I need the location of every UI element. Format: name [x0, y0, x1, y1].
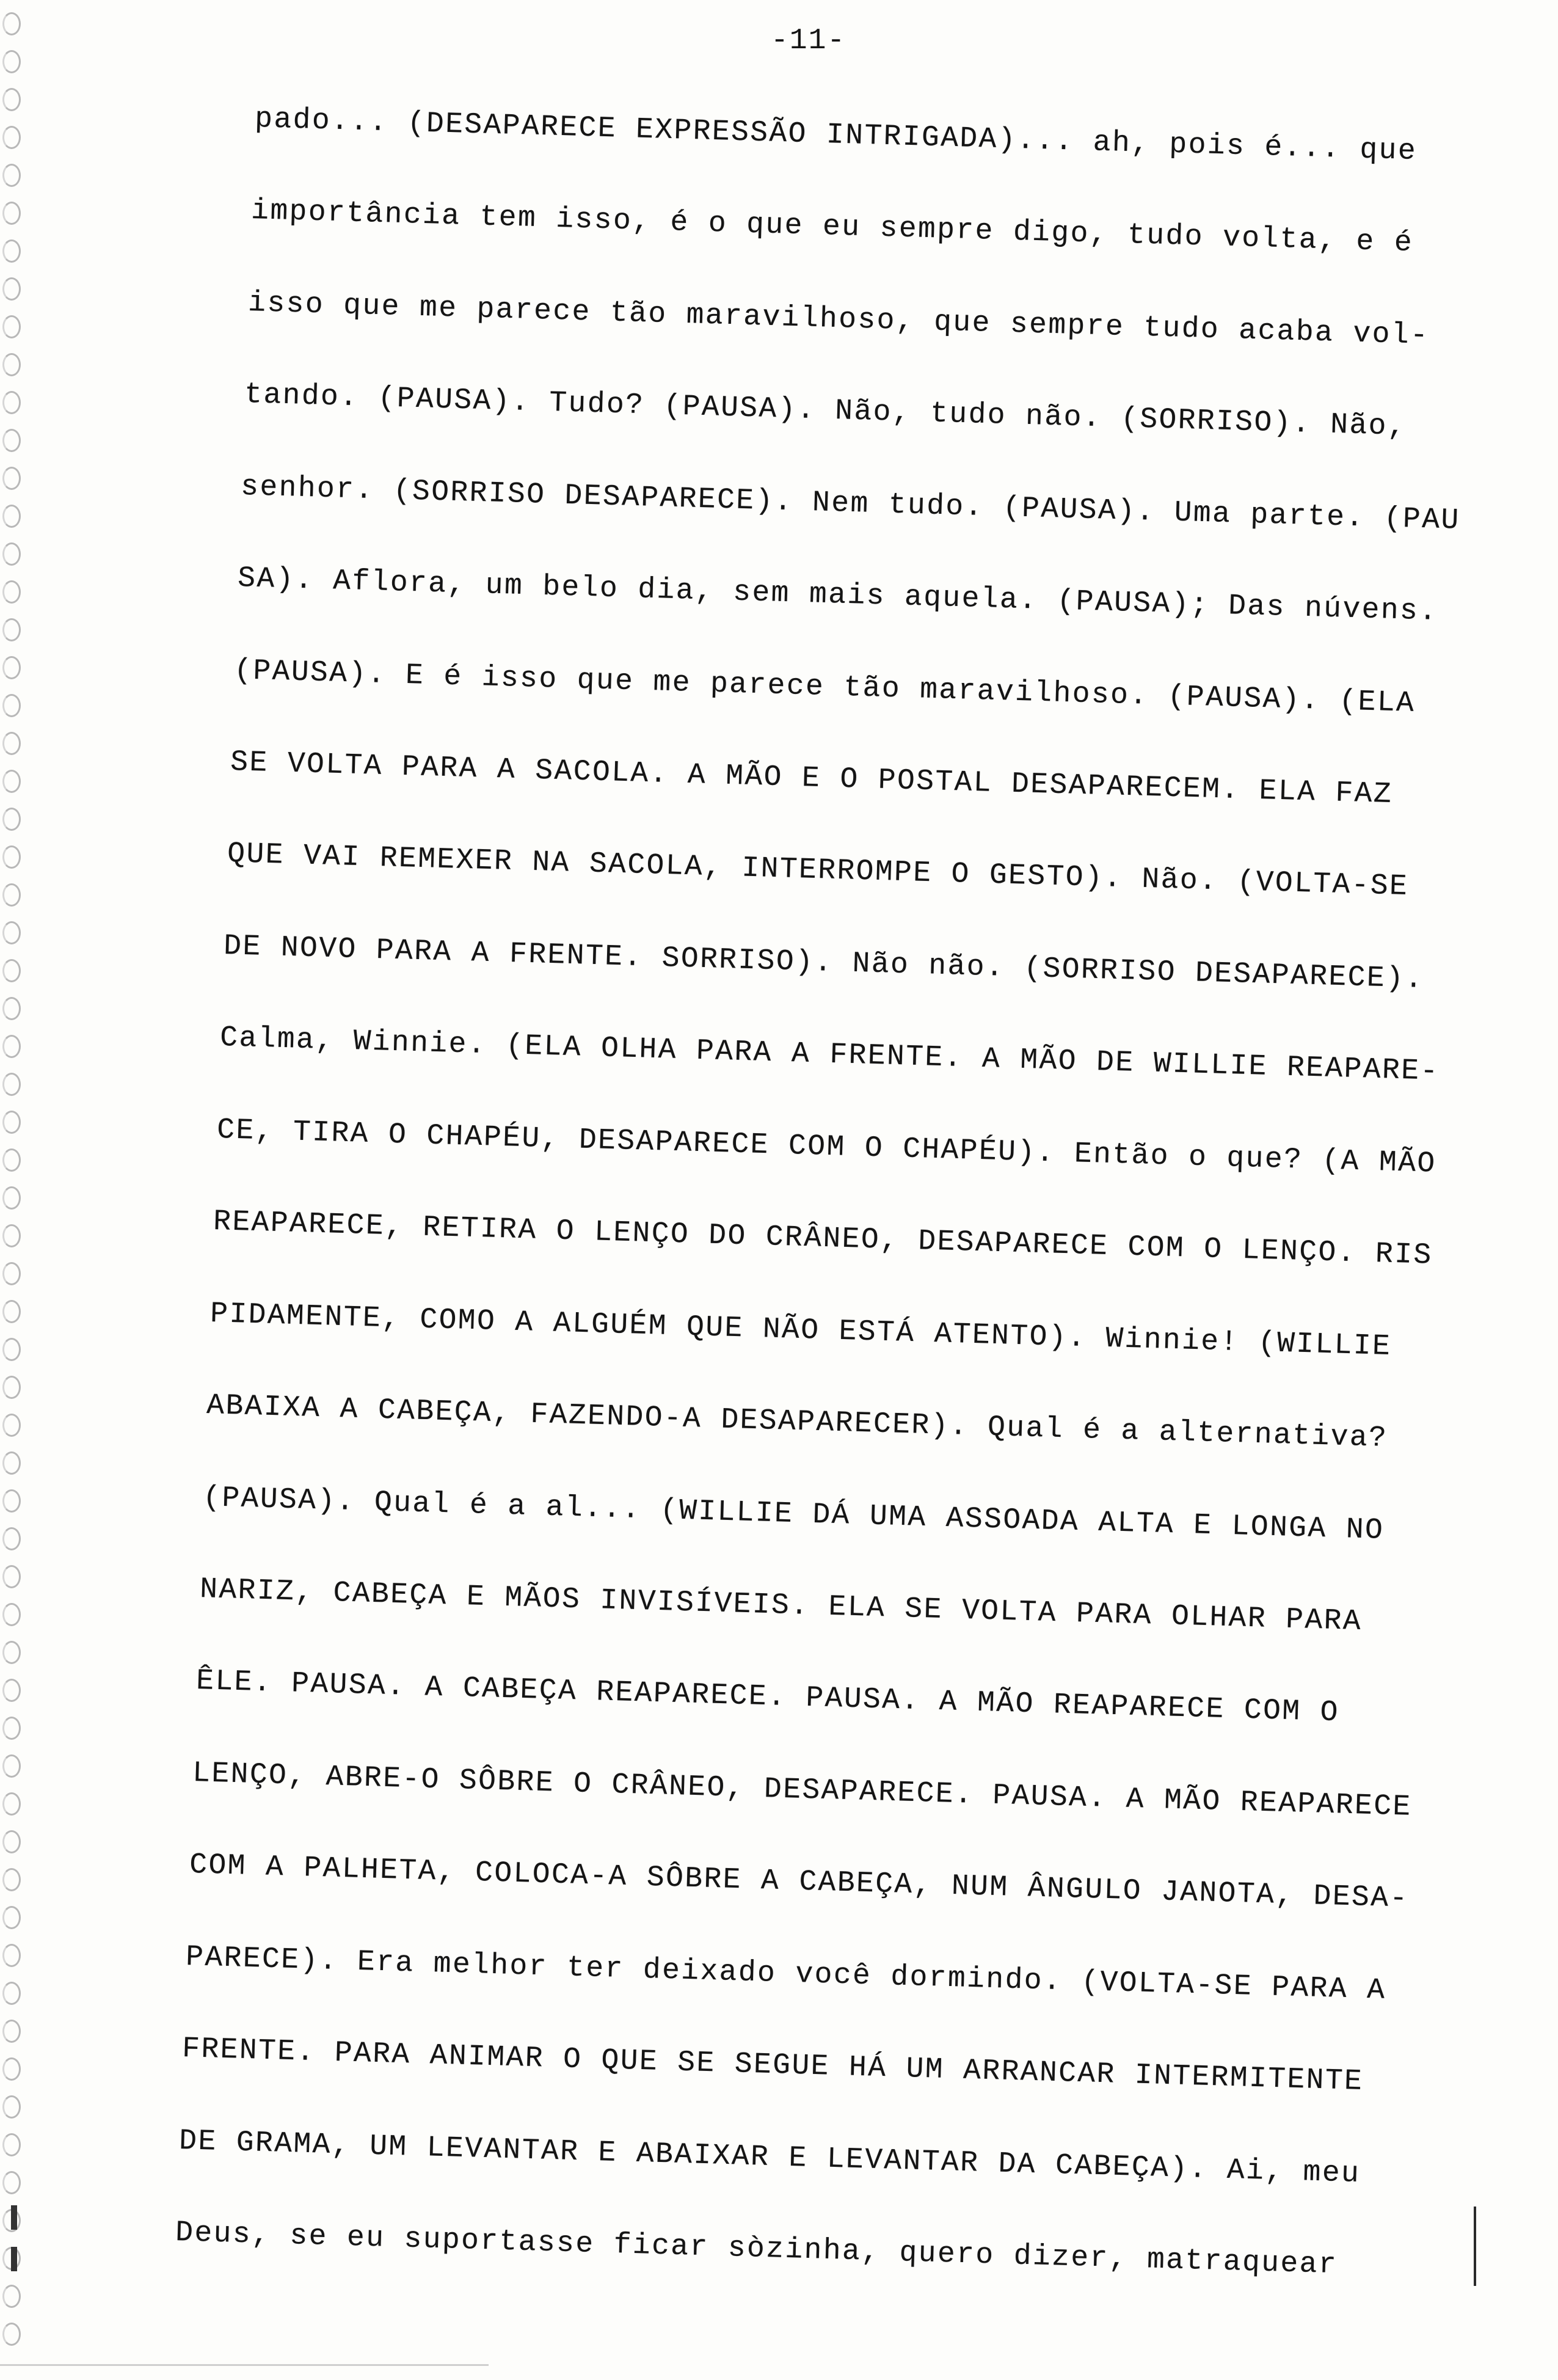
- binding-hole: [2, 1111, 21, 1134]
- binding-hole: [2, 467, 21, 490]
- margin-mark: [1474, 2207, 1476, 2286]
- text-line: (PAUSA). Qual é a al... (WILLIE DÁ UMA ASSOADA ALTA E LONGA NO: [202, 1481, 1385, 1547]
- binding-hole: [2, 618, 21, 641]
- binding-hole: [2, 50, 21, 73]
- binding-hole: [2, 1565, 21, 1588]
- binding-hole: [2, 239, 21, 263]
- binding-hole: [2, 694, 21, 717]
- binding-hole: [2, 542, 21, 566]
- text-line: ÊLE. PAUSA. A CABEÇA REAPARECE. PAUSA. A MÃO REAPARECE COM O: [195, 1665, 1340, 1730]
- binding-holes: [0, 0, 37, 2380]
- binding-hole: [2, 1224, 21, 1247]
- binding-hole: [2, 429, 21, 452]
- text-line: (PAUSA). E é isso que me parece tão maravilhoso. (PAUSA). (ELA: [233, 654, 1416, 720]
- binding-hole: [2, 12, 21, 35]
- binding-hole: [2, 2057, 21, 2081]
- scan-edge: [0, 2364, 489, 2366]
- binding-hole: [2, 1414, 21, 1437]
- binding-hole: [2, 1982, 21, 2005]
- binding-hole: [2, 277, 21, 301]
- text-line: NARIZ, CABEÇA E MÃOS INVISÍVEIS. ELA SE VOLTA PARA OLHAR PARA: [199, 1572, 1363, 1639]
- text-line: PARECE). Era melhor ter deixado você dormindo. (VOLTA-SE PARA A: [185, 1940, 1387, 2007]
- binding-hole: [2, 1148, 21, 1172]
- binding-hole: [2, 580, 21, 604]
- binding-hole: [2, 1679, 21, 1702]
- binding-hole: [2, 1603, 21, 1626]
- text-line: SA). Aflora, um belo dia, sem mais aquela. (PAUSA); Das núvens.: [237, 562, 1438, 629]
- binding-hole: [2, 126, 21, 149]
- binding-hole: [2, 1489, 21, 1513]
- binding-hole: [2, 202, 21, 225]
- text-line: DE NOVO PARA A FRENTE. SORRISO). Não não. (SORRISO DESAPARECE).: [223, 929, 1425, 996]
- binding-hole: [2, 656, 21, 679]
- binding-hole: [2, 1376, 21, 1399]
- binding-hole: [2, 845, 21, 869]
- binding-hole: [2, 353, 21, 376]
- binding-hole: [2, 1527, 21, 1550]
- binding-hole: [2, 2095, 21, 2119]
- binding-hole: [2, 1792, 21, 1816]
- text-line: importância tem isso, é o que eu sempre digo, tudo volta, e é: [250, 194, 1414, 260]
- binding-hole: [2, 1262, 21, 1285]
- binding-hole: [2, 164, 21, 187]
- text-line: Calma, Winnie. (ELA OLHA PARA A FRENTE. A MÃO DE WILLIE REAPARE-: [219, 1021, 1440, 1089]
- binding-hole: [2, 1035, 21, 1058]
- text-line: ABAIXA A CABEÇA, FAZENDO-A DESAPARECER). Qual é a alternativa?: [206, 1389, 1388, 1456]
- binding-hole: [2, 921, 21, 944]
- binding-hole: [2, 1868, 21, 1891]
- text-line: Deus, se eu suportasse ficar sòzinha, quero dizer, matraquear: [175, 2216, 1338, 2282]
- margin-tick: [11, 2247, 17, 2271]
- binding-hole: [2, 2020, 21, 2043]
- text-line: REAPARECE, RETIRA O LENÇO DO CRÂNEO, DESAPARECE COM O LENÇO. RIS: [213, 1205, 1433, 1272]
- binding-hole: [2, 2323, 21, 2346]
- binding-hole: [2, 770, 21, 793]
- binding-hole: [2, 1944, 21, 1967]
- text-line: isso que me parece tão maravilhoso, que sempre tudo acaba vol-: [247, 286, 1430, 352]
- page-number: -11-: [771, 24, 846, 57]
- text-line: tando. (PAUSA). Tudo? (PAUSA). Não, tudo não. (SORRISO). Não,: [244, 378, 1407, 444]
- binding-hole: [2, 1641, 21, 1664]
- binding-hole: [2, 959, 21, 982]
- binding-hole: [2, 1754, 21, 1778]
- binding-hole: [2, 1451, 21, 1475]
- text-line: LENÇO, ABRE-O SÔBRE O CRÂNEO, DESAPARECE. PAUSA. A MÃO REAPARECE: [192, 1756, 1413, 1824]
- binding-hole: [2, 505, 21, 528]
- binding-hole: [2, 1906, 21, 1929]
- binding-hole: [2, 1717, 21, 1740]
- text-line: FRENTE. PARA ANIMAR O QUE SE SEGUE HÁ UM ARRANCAR INTERMITENTE: [181, 2032, 1364, 2099]
- binding-hole: [2, 1830, 21, 1853]
- binding-hole: [2, 1338, 21, 1361]
- text-line: pado... (DESAPARECE EXPRESSÃO INTRIGADA)... ah, pois é... que: [254, 103, 1418, 169]
- binding-hole: [2, 1186, 21, 1210]
- binding-hole: [2, 2285, 21, 2308]
- text-line: QUE VAI REMEXER NA SACOLA, INTERROMPE O GESTO). Não. (VOLTA-SE: [227, 838, 1409, 904]
- text-line: CE, TIRA O CHAPÉU, DESAPARECE COM O CHAPÉU). Então o que? (A MÃO: [216, 1113, 1437, 1181]
- binding-hole: [2, 808, 21, 831]
- binding-hole: [2, 2133, 21, 2156]
- text-line: SE VOLTA PARA A SACOLA. A MÃO E O POSTAL DESAPARECEM. ELA FAZ: [230, 746, 1394, 812]
- text-line: COM A PALHETA, COLOCA-A SÔBRE A CABEÇA, NUM ÂNGULO JANOTA, DESA-: [189, 1849, 1409, 1916]
- binding-hole: [2, 1073, 21, 1096]
- text-line: senhor. (SORRISO DESAPARECE). Nem tudo. (PAUSA). Uma parte. (PAU: [240, 470, 1461, 538]
- binding-hole: [2, 1300, 21, 1323]
- binding-hole: [2, 732, 21, 755]
- binding-hole: [2, 391, 21, 414]
- text-line: PIDAMENTE, COMO A ALGUÉM QUE NÃO ESTÁ ATENTO). Winnie! (WILLIE: [209, 1297, 1392, 1363]
- binding-hole: [2, 88, 21, 111]
- binding-hole: [2, 315, 21, 338]
- binding-hole: [2, 997, 21, 1020]
- margin-tick: [11, 2205, 17, 2230]
- binding-hole: [2, 883, 21, 907]
- text-line: DE GRAMA, UM LEVANTAR E ABAIXAR E LEVANTAR DA CABEÇA). Ai, meu: [178, 2124, 1361, 2191]
- binding-hole: [2, 2171, 21, 2194]
